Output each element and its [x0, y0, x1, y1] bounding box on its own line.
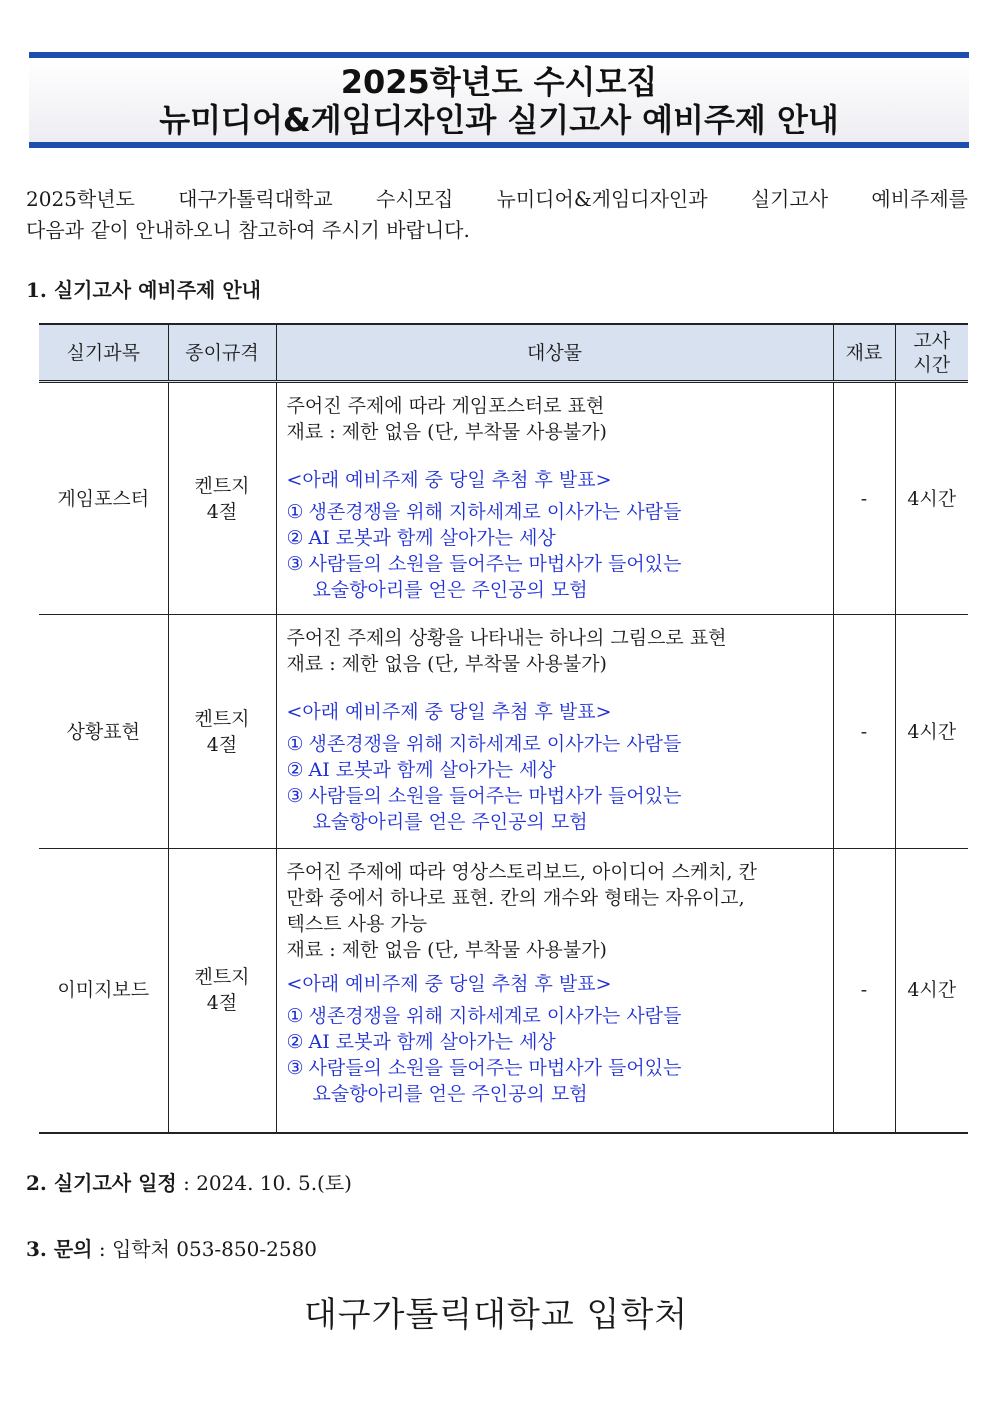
header-time-line-1: 고사 — [913, 329, 951, 352]
header-material: 재료 — [833, 324, 895, 382]
topic-item — [287, 1055, 825, 1081]
desc-line: 텍스트 사용 가능 — [286, 913, 428, 935]
header-paper: 종이규격 — [168, 324, 276, 382]
subject-cell: 상황표현 — [39, 615, 168, 849]
title-banner — [29, 52, 969, 148]
section-2 — [26, 1169, 352, 1197]
marker-2: ② — [286, 527, 304, 549]
notice-line: <아래 예비주제 중 당일 추첨 후 발표> — [286, 973, 612, 995]
time-cell: 4시간 — [895, 849, 968, 1133]
paper-type: 켄트지 — [194, 966, 250, 989]
marker-2: ② — [286, 1031, 304, 1053]
marker-3: ③ — [286, 1057, 304, 1079]
table-row — [39, 382, 968, 615]
header-time — [895, 324, 968, 382]
target-cell — [276, 849, 833, 1133]
paper-type: 켄트지 — [194, 707, 250, 730]
marker-3: ③ — [286, 553, 304, 575]
paper-size: 4절 — [206, 733, 238, 756]
intro-line-1: 2025학년도 대구가톨릭대학교 수시모집 뉴미디어&게임디자인과 실기고사 예비주제를 — [26, 187, 968, 211]
desc-line: 주어진 주제에 따라 게임포스터로 표현 — [286, 395, 605, 417]
target-cell — [276, 382, 833, 615]
topic-text: AI 로봇과 함께 살아가는 세상 — [308, 527, 556, 549]
marker-1: ① — [286, 1005, 304, 1027]
notice-line: <아래 예비주제 중 당일 추첨 후 발표> — [286, 701, 612, 723]
topic-text: AI 로봇과 함께 살아가는 세상 — [308, 759, 556, 781]
topic-text: 생존경쟁을 위해 지하세계로 이사가는 사람들 — [308, 1005, 682, 1027]
topic-text-continued: 요술항아리를 얻은 주인공의 모험 — [312, 579, 588, 601]
header-time-line-2: 시간 — [913, 353, 951, 376]
table-header-row — [39, 324, 968, 382]
material-cell: - — [833, 615, 895, 849]
desc-line: 재료 : 제한 없음 (단, 부착물 사용불가) — [286, 653, 607, 675]
topic-text: 생존경쟁을 위해 지하세계로 이사가는 사람들 — [308, 733, 682, 755]
header-subject: 실기과목 — [39, 324, 168, 382]
material-cell: - — [833, 849, 895, 1133]
topic-text-continued: 요술항아리를 얻은 주인공의 모험 — [312, 811, 588, 833]
notice-line: <아래 예비주제 중 당일 추첨 후 발표> — [286, 469, 612, 491]
topic-item — [287, 731, 825, 757]
exam-date: : 2024. 10. 5.(토) — [176, 1171, 352, 1195]
topic-item — [287, 551, 825, 577]
title-line-2: 뉴미디어&게임디자인과 실기고사 예비주제 안내 — [159, 101, 839, 139]
intro-line-2: 다음과 같이 안내하오니 참고하여 주시기 바랍니다. — [26, 218, 470, 242]
subject-cell: 게임포스터 — [39, 382, 168, 615]
paper-type: 켄트지 — [194, 474, 250, 497]
title-line-1: 2025학년도 수시모집 — [340, 63, 658, 101]
paper-cell — [168, 382, 276, 615]
topic-item — [287, 499, 825, 525]
target-cell — [276, 615, 833, 849]
topic-item — [287, 525, 825, 551]
table-row — [39, 849, 968, 1133]
desc-line: 재료 : 제한 없음 (단, 부착물 사용불가) — [286, 421, 607, 443]
topic-text: 사람들의 소원을 들어주는 마법사가 들어있는 — [308, 553, 682, 575]
section-3 — [26, 1235, 317, 1263]
desc-line: 주어진 주제의 상황을 나타내는 하나의 그림으로 표현 — [286, 627, 727, 649]
table-row — [39, 615, 968, 849]
paper-size: 4절 — [206, 500, 238, 523]
paper-cell — [168, 615, 276, 849]
topic-text: 생존경쟁을 위해 지하세계로 이사가는 사람들 — [308, 501, 682, 523]
section-1-heading: 1. 실기고사 예비주제 안내 — [26, 278, 261, 302]
contact-info: : 입학처 053-850-2580 — [92, 1237, 318, 1261]
topic-item — [287, 757, 825, 783]
topic-text: 사람들의 소원을 들어주는 마법사가 들어있는 — [308, 1057, 682, 1079]
time-cell: 4시간 — [895, 382, 968, 615]
marker-3: ③ — [286, 785, 304, 807]
paper-cell — [168, 849, 276, 1133]
topic-item — [287, 783, 825, 809]
marker-1: ① — [286, 501, 304, 523]
topic-text: AI 로봇과 함께 살아가는 세상 — [308, 1031, 556, 1053]
topic-text-continued: 요술항아리를 얻은 주인공의 모험 — [312, 1083, 588, 1105]
time-cell: 4시간 — [895, 615, 968, 849]
header-target: 대상물 — [276, 324, 833, 382]
topic-item — [287, 1029, 825, 1055]
intro-paragraph — [26, 184, 968, 246]
desc-line: 주어진 주제에 따라 영상스토리보드, 아이디어 스케치, 칸 — [286, 861, 757, 883]
desc-line: 재료 : 제한 없음 (단, 부착물 사용불가) — [286, 939, 607, 961]
paper-size: 4절 — [206, 992, 238, 1015]
marker-1: ① — [286, 733, 304, 755]
signature: 대구가톨릭대학교 입학처 — [303, 1295, 689, 1335]
desc-line: 만화 중에서 하나로 표현. 칸의 개수와 형태는 자유이고, — [286, 887, 745, 909]
topic-item — [287, 1003, 825, 1029]
marker-2: ② — [286, 759, 304, 781]
topic-text: 사람들의 소원을 들어주는 마법사가 들어있는 — [308, 785, 682, 807]
section-2-heading: 2. 실기고사 일정 — [26, 1171, 177, 1195]
subject-cell: 이미지보드 — [39, 849, 168, 1133]
exam-table — [39, 323, 968, 1134]
material-cell: - — [833, 382, 895, 615]
section-3-heading: 3. 문의 — [26, 1237, 93, 1261]
